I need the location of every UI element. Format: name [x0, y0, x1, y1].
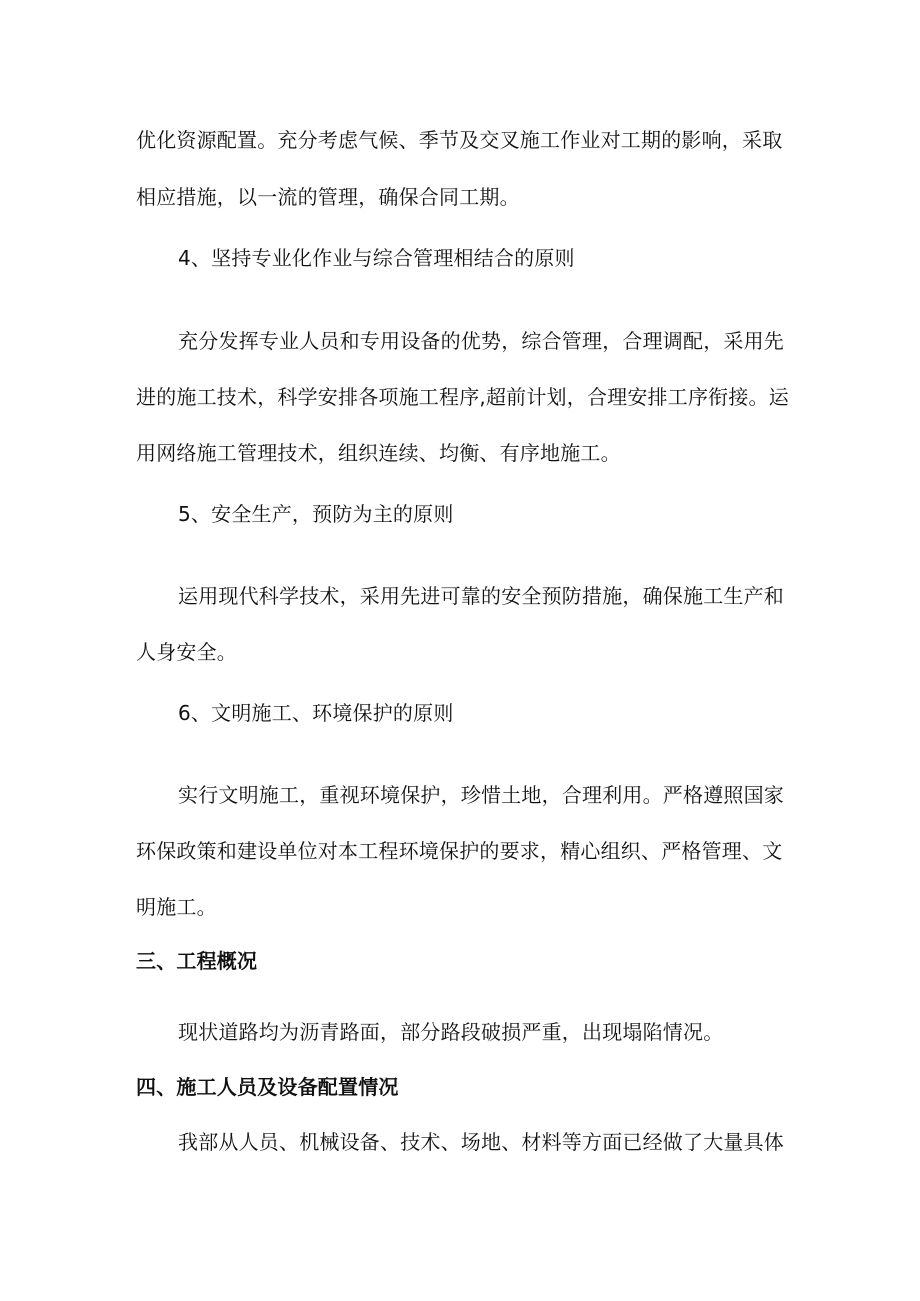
paragraph-line: 用网络施工管理技术，组织连续、均衡、有序地施工。 [136, 441, 621, 465]
paragraph-line: 人身安全。 [136, 640, 237, 664]
paragraph-line: 我部从人员、机械设备、技术、场地、材料等方面已经做了大量具体 [178, 1130, 784, 1154]
paragraph-line: 现状道路均为沥青路面，部分路段破损严重，出现塌陷情况。 [178, 1020, 724, 1044]
paragraph-line: 明施工。 [136, 895, 217, 919]
section-heading: 三、工程概况 [136, 949, 258, 973]
paragraph-line: 环保政策和建设单位对本工程环境保护的要求，精心组织、严格管理、文 [136, 839, 783, 863]
subsection-heading: 6、文明施工、环境保护的原则 [178, 701, 454, 725]
section-heading: 四、施工人员及设备配置情况 [136, 1075, 399, 1099]
paragraph-line: 实行文明施工，重视环境保护，珍惜土地，合理利用。严格遵照国家 [178, 783, 784, 807]
paragraph-line: 运用现代科学技术，采用先进可靠的安全预防措施，确保施工生产和 [178, 584, 784, 608]
paragraph-line: 进的施工技术，科学安排各项施工程序,超前计划，合理安排工序衔接。运 [136, 385, 789, 409]
paragraph-line: 充分发挥专业人员和专用设备的优势，综合管理，合理调配，采用先 [178, 329, 784, 353]
paragraph-line: 优化资源配置。充分考虑气候、季节及交叉施工作业对工期的影响，采取 [136, 128, 783, 152]
paragraph-line: 相应措施，以一流的管理，确保合同工期。 [136, 185, 520, 209]
subsection-heading: 5、安全生产，预防为主的原则 [178, 502, 454, 526]
subsection-heading: 4、坚持专业化作业与综合管理相结合的原则 [178, 246, 575, 270]
